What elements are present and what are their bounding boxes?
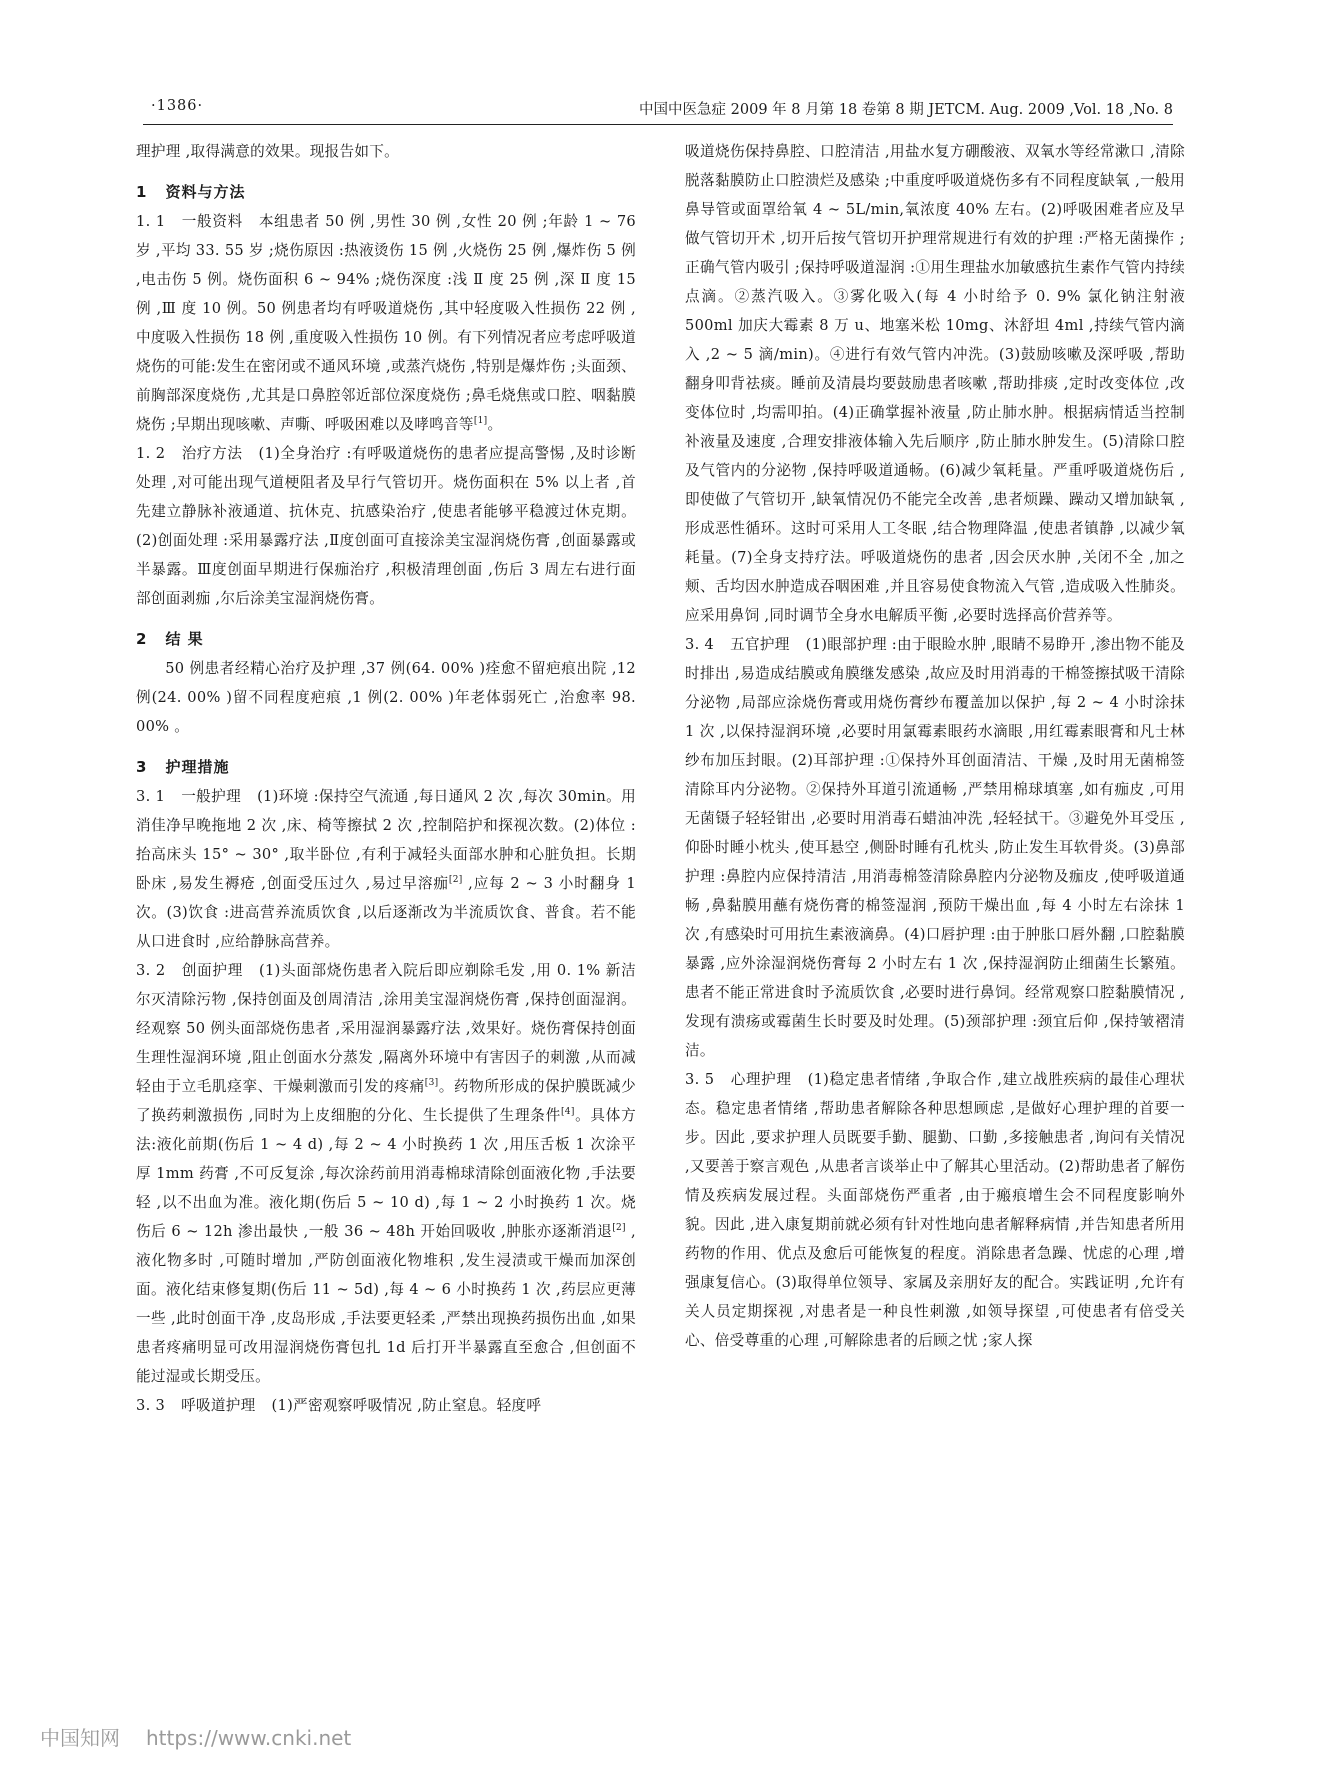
- watermark-url: https://www.cnki.net: [146, 1726, 352, 1750]
- subsection-label: 3. 1: [136, 788, 166, 805]
- paragraph-text: (1)稳定患者情绪 ,争取合作 ,建立战胜疾病的最佳心理状态。稳定患者情绪 ,帮助患者解除各种思想顾虑 ,是做好心理护理的首要一步。因此 ,要求护理人员既要手勤、腿勤、口勤 ,多接触患者 ,询问有关情况 ,又要善于察言观色 ,从患者言谈举止中了解其心里活动。(2)帮助患者了解伤情及疾病发展过程。头面部烧伤严重者 ,由于瘢痕增生会不同程度影响外貌。因此 ,进入康复期前就必须有针对性地向患者解释病情 ,并告知患者所用药物的作用、优点及愈后可能恢复的程度。消除患者急躁、忧虑的心理 ,增强康复信心。(3)取得单位领导、家属及亲朋好友的配合。实践证明 ,允许有关人员定期探视 ,对患者是一种良性刺激 ,如领导探望 ,可使患者有倍受关心、倍受尊重的心理 ,可解除患者的后顾之忧 ;家人探: [685, 1071, 1185, 1349]
- section-number: 2: [136, 630, 148, 648]
- running-header: [143, 94, 1173, 125]
- paragraph-text: 。具体方法:液化前期(伤后 1 ~ 4 d) ,每 2 ~ 4 小时换药 1 次 ,用压舌板 1 次涂平厚 1mm 药膏 ,不可反复涂 ,每次涂药前用消毒棉球清除创面液化物 ,手法要轻 ,以不出血为准。液化期(伤后 5 ~ 10 d) ,每 1 ~ 2 小时换药 1 次。烧伤后 6 ~ 12h 渗出最快 ,一般 36 ~ 48h 开始回吸收 ,肿胀亦逐渐消退: [136, 1107, 637, 1240]
- paragraph: [136, 782, 636, 956]
- section-title: 护理措施: [165, 758, 230, 776]
- cnki-watermark: [40, 1722, 351, 1751]
- subsection-title: 五官护理: [730, 636, 790, 653]
- paragraph-text: (1)眼部护理 :由于眼睑水肿 ,眼睛不易睁开 ,渗出物不能及时排出 ,易造成结膜或角膜继发感染 ,故应及时用消毒的干棉签擦拭吸干清除分泌物 ,局部应涂烧伤膏或用烧伤膏纱布覆盖加以保护 ,每 2 ~ 4 小时涂抹 1 次 ,以保持湿润环境 ,必要时用氯霉素眼药水滴眼 ,用红霉素眼膏和凡士林纱布加压封眼。(2)耳部护理 :①保持外耳创面清洁、干燥 ,及时用无菌棉签清除耳内分泌物。②保持外耳道引流通畅 ,严禁用棉球填塞 ,如有痂皮 ,可用无菌镊子轻轻钳出 ,必要时用消毒石蜡油冲洗 ,轻轻拭干。③避免外耳受压 ,仰卧时睡小枕头 ,使耳悬空 ,侧卧时睡有孔枕头 ,防止发生耳软骨炎。(3)鼻部护理 :鼻腔内应保持清洁 ,用消毒棉签清除鼻腔内分泌物及痂皮 ,使呼吸道通畅 ,鼻黏膜用蘸有烧伤膏的棉签湿润 ,预防干燥出血 ,每 4 小时左右涂抹 1 次 ,有感染时可用抗生素液滴鼻。(4)口唇护理 :由于肿胀口唇外翻 ,口腔黏膜暴露 ,应外涂湿润烧伤膏每 2 小时左右 1 次 ,保持湿润防止细菌生长繁殖。患者不能正常进食时予流质饮食 ,必要时进行鼻饲。经常观察口腔黏膜情况 ,发现有溃疡或霉菌生长时要及时处理。(5)颈部护理 :颈宜后仰 ,保持皱褶清洁。: [685, 636, 1185, 1059]
- subsection-title: 一般护理: [181, 788, 242, 805]
- paragraph-text: (1)环境 :保持空气流通 ,每日通风 2 次 ,每次 30min。用消佳净早晚拖地 2 次 ,床、椅等擦拭 2 次 ,控制陪护和探视次数。(2)体位 :抬高床头 15° ~ 30° ,取半卧位 ,有利于减轻头面部水肿和心脏负担。长期卧床 ,易发生褥疮 ,创面受压过久 ,易过早溶痂: [136, 788, 636, 892]
- citation: [3]: [424, 1078, 439, 1089]
- citation: [1]: [473, 416, 488, 427]
- page-number: ·1386·: [151, 98, 204, 114]
- paragraph-text: ,液化物多时 ,可随时增加 ,严防创面液化物堆积 ,发生浸渍或干燥而加深创面。液化结束修复期(伤后 11 ~ 5d) ,每 4 ~ 6 小时换药 1 次 ,药层应更薄一些 ,此时创面干净 ,皮岛形成 ,手法要更轻柔 ,严禁出现换药损伤出血 ,如果患者疼痛明显可改用湿润烧伤膏包扎 1d 后打开半暴露直至愈合 ,但创面不能过湿或长期受压。: [136, 1223, 636, 1385]
- section-heading: [136, 753, 636, 782]
- paragraph-text: 。药物所形成的保护膜既减少了换药刺激损伤 ,同时为上皮细胞的分化、生长提供了生理条件: [136, 1078, 636, 1124]
- watermark-name: 中国知网: [40, 1726, 120, 1750]
- citation: [2]: [612, 1223, 626, 1234]
- right-column: [685, 137, 1185, 1355]
- paragraph: [136, 1391, 636, 1420]
- subsection-label: 1. 1: [136, 213, 166, 230]
- subsection-title: 一般资料: [181, 213, 243, 230]
- subsection-label: 3. 2: [136, 962, 166, 979]
- journal-info: 中国中医急症 2009 年 8 月第 18 卷第 8 期 JETCM. Aug. 2009 ,Vol. 18 ,No. 8: [639, 102, 1173, 118]
- paragraph: [136, 439, 636, 613]
- citation: [4]: [560, 1107, 575, 1118]
- subsection-label: 3. 5: [685, 1071, 715, 1088]
- subsection-label: 3. 4: [685, 636, 715, 653]
- subsection-title: 呼吸道护理: [181, 1397, 256, 1414]
- left-column: [136, 137, 636, 1420]
- section-title: 资料与方法: [165, 183, 246, 201]
- paragraph-text: ,应每 2 ~ 3 小时翻身 1 次。(3)饮食 :进高营养流质饮食 ,以后逐渐改为半流质饮食、普食。若不能从口进食时 ,应给静脉高营养。: [136, 875, 636, 950]
- subsection-label: 3. 3: [136, 1397, 166, 1414]
- section-number: 3: [136, 758, 148, 776]
- paragraph-text: (1)全身治疗 :有呼吸道烧伤的患者应提高警惕 ,及时诊断处理 ,对可能出现气道梗阻者及早行气管切开。烧伤面积在 5% 以上者 ,首先建立静脉补液通道、抗休克、抗感染治疗 ,使患者能够平稳渡过休克期。(2)创面处理 :采用暴露疗法 ,Ⅱ度创面可直接涂美宝湿润烧伤膏 ,创面暴露或半暴露。Ⅲ度创面早期进行保痂治疗 ,积极清理创面 ,伤后 3 周左右进行面部创面剥痂 ,尔后涂美宝湿润烧伤膏。: [136, 445, 636, 607]
- section-heading: [136, 625, 636, 654]
- citation: [2]: [448, 875, 463, 886]
- paragraph-text: (1)严密观察呼吸情况 ,防止窒息。轻度呼: [271, 1397, 542, 1414]
- paragraph: [136, 207, 636, 439]
- paragraph-text: (1)头面部烧伤患者入院后即应剃除毛发 ,用 0. 1% 新洁尔灭清除污物 ,保持创面及创周清洁 ,涂用美宝湿润烧伤膏 ,保持创面湿润。经观察 50 例头面部烧伤患者 ,采用湿润暴露疗法 ,效果好。烧伤膏保持创面生理性湿润环境 ,阻止创面水分蒸发 ,隔离外环境中有害因子的刺激 ,从而减轻由于立毛肌痉挛、干燥刺激而引发的疼痛: [136, 962, 636, 1095]
- paragraph-text: 50 例患者经精心治疗及护理 ,37 例(64. 00% )痊愈不留疤痕出院 ,12 例(24. 00% )留不同程度疤痕 ,1 例(2. 00% )年老体弱死亡 ,治愈率 98. 00% 。: [136, 660, 636, 735]
- paragraph: [685, 1065, 1185, 1355]
- paragraph: [685, 630, 1185, 1065]
- paragraph: [136, 956, 636, 1391]
- section-number: 1: [136, 183, 148, 201]
- subsection-title: 心理护理: [730, 1071, 792, 1088]
- paragraph-text: 。: [487, 416, 503, 433]
- section-title: 结 果: [165, 630, 204, 648]
- paragraph-text: 吸道烧伤保持鼻腔、口腔清洁 ,用盐水复方硼酸液、双氧水等经常漱口 ,清除脱落黏膜防止口腔溃烂及感染 ;中重度呼吸道烧伤多有不同程度缺氧 ,一般用鼻导管或面罩给氧 4 ~ 5L/min,氧浓度 40% 左右。(2)呼吸困难者应及早做气管切开术 ,切开后按气管切开护理常规进行有效的护理 :严格无菌操作 ;正确气管内吸引 ;保持呼吸道湿润 :①用生理盐水加敏感抗生素作气管内持续点滴。②蒸汽吸入。③雾化吸入(每 4 小时给予 0. 9% 氯化钠注射液 500ml 加庆大霉素 8 万 u、地塞米松 10mg、沐舒坦 4ml ,持续气管内滴入 ,2 ~ 5 滴/min)。④进行有效气管内冲洗。(3)鼓励咳嗽及深呼吸 ,帮助翻身叩背祛痰。睡前及清晨均要鼓励患者咳嗽 ,帮助排痰 ,定时改变体位 ,改变体位时 ,均需叩拍。(4)正确掌握补液量 ,防止肺水肿。根据病情适当控制补液量及速度 ,合理安排液体输入先后顺序 ,防止肺水肿发生。(5)清除口腔及气管内的分泌物 ,保持呼吸道通畅。(6)减少氧耗量。严重呼吸道烧伤后 ,即使做了气管切开 ,缺氧情况仍不能完全改善 ,患者烦躁、躁动又增加缺氧 ,形成恶性循环。这时可采用人工冬眠 ,结合物理降温 ,使患者镇静 ,以减少氧耗量。(7)全身支持疗法。呼吸道烧伤的患者 ,因会厌水肿 ,关闭不全 ,加之颊、舌均因水肿造成吞咽困难 ,并且容易使食物流入气管 ,造成吸入性肺炎。应采用鼻饲 ,同时调节全身水电解质平衡 ,必要时选择高价营养等。: [685, 143, 1185, 624]
- paragraph-text: 本组患者 50 例 ,男性 30 例 ,女性 20 例 ;年龄 1 ~ 76 岁 ,平均 33. 55 岁 ;烧伤原因 :热液烫伤 15 例 ,火烧伤 25 例 ,爆炸伤 5 例 ,电击伤 5 例。烧伤面积 6 ~ 94% ;烧伤深度 :浅 Ⅱ 度 25 例 ,深 Ⅱ 度 15 例 ,Ⅲ 度 10 例。50 例患者均有呼吸道烧伤 ,其中轻度吸入性损伤 22 例 ,中度吸入性损伤 18 例 ,重度吸入性损伤 10 例。有下列情况者应考虑呼吸道烧伤的可能:发生在密闭或不通风环境 ,或蒸汽烧伤 ,特别是爆炸伤 ;头面颈、前胸部深度烧伤 ,尤其是口鼻腔邻近部位深度烧伤 ;鼻毛烧焦或口腔、咽黏膜烧伤 ;早期出现咳嗽、声嘶、呼吸困难以及哮鸣音等: [136, 213, 636, 433]
- section-heading: [136, 178, 636, 207]
- intro-continuation: 理护理 ,取得满意的效果。现报告如下。: [136, 143, 400, 160]
- subsection-title: 治疗方法: [181, 445, 243, 462]
- subsection-title: 创面护理: [181, 962, 243, 979]
- subsection-label: 1. 2: [136, 445, 166, 462]
